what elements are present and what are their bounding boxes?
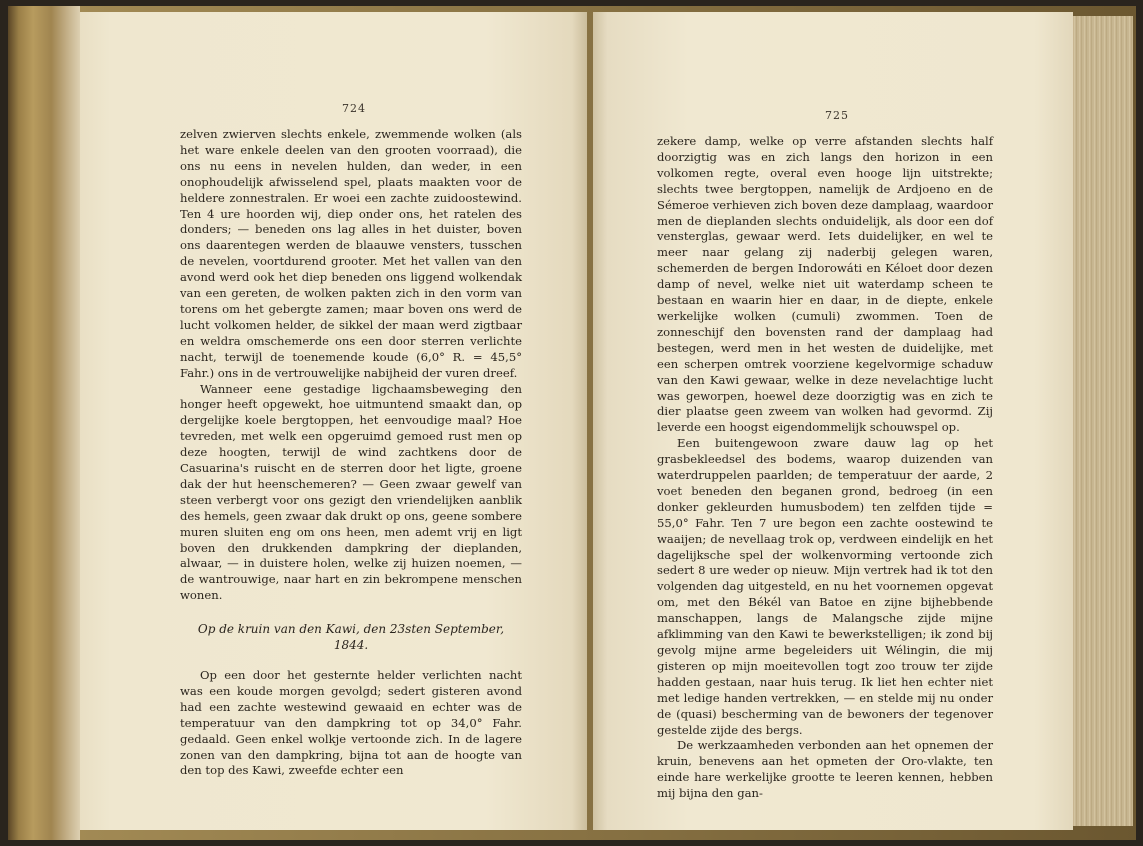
book: [8, 6, 1136, 840]
right-page-text: [657, 134, 993, 802]
paragraph: zelven zwierven slechts enkele, zwemmende wolken (als het ware enkele deelen van den grooten voorraad), die ons nu eens in nevelen hulden, dan weder, in een onophoudelijk afwisselend spel, plaats maakten voor de heldere zonnestralen. Er woei een zachte zuidoostewind. Ten 4 ure hoorden wij, diep onder ons, het ratelen des donders; — beneden ons lag alles in het duister, boven ons daarentegen werden de blaauwe vensters, tusschen de nevelen, voortdurend grooter. Met het vallen van den avond werd ook het diep beneden ons liggend wolkendak van een gereten, de wolken pakten zich in den vorm van torens om het gebergte zamen; maar boven ons werd de lucht volkomen helder, de sikkel der maan werd zigtbaar en weldra omschemerde ons een door sterren verlichte nacht, terwijl de toenemende koude (6,0° R. = 45,5° Fahr.) ons in de vertrouwelijke nabijheid der vuren dreef.: [180, 127, 522, 380]
page-number-right: 725: [825, 109, 849, 122]
left-page: [80, 12, 587, 830]
paragraph: Een buitengewoon zware dauw lag op het grasbekleedsel des bodems, waarop duizenden van waterdruppelen paarlden; de temperatuur der aarde, 2 voet beneden den beganen grond, bedroeg (in een donker gekleurden humusbodem) ten zelfden tijde = 55,0° Fahr. Ten 7 ure begon een zachte oostewind te waaijen; de nevellaag trok op, verdween eindelijk en het dagelijksche spel der wolkenvorming vertoonde zich sedert 8 ure weder op nieuw. Mijn vertrek had ik tot den volgenden dag uitgesteld, en nu het voornemen opgevat om, met den Békél van Batoe en zijne bijhebbende manschappen, langs de Malangsche zijde mijne afklimming van den Kawi te bewerkstelligen; ik zond bij gevolg mijne arme begeleiders uit Wélingin, die mij gisteren op mijn moeitevollen togt zoo trouw ter zijde hadden gestaan, naar huis terug. Ik liet hen echter niet met ledige handen vertrekken, — en stelde mij nu onder de (quasi) bescherming van de bewoners der tegenover gestelde zijde des bergs.: [657, 436, 993, 737]
paragraph: Wanneer eene gestadige ligchaamsbeweging den honger heeft opgewekt, hoe uitmuntend smaakt dan, op dergelijke koele bergtoppen, het eenvoudige maal? Hoe tevreden, met welk een opgeruimd gemoed rust men op deze hoogten, terwijl de wind zachtkens door de Casuarina's ruischt en de sterren door het ligte, groene dak der hut heenschemeren? — Geen zwaar gewelf van steen verbergt voor ons gezigt den vriendelijken aanblik des hemels, geen zwaar dak drukt op ons, geene sombere muren sluiten eng om ons heen, men ademt vrij en ligt boven den drukkenden dampkring der dieplanden, alwaar, — in duistere holen, welke zij huizen noemen, — de wantrouwige, naar hart en zin bekrompene menschen wonen.: [180, 381, 522, 603]
paragraph: De werkzaamheden verbonden aan het opnemen der kruin, benevens aan het opmeten der Oro-vlakte, ten einde hare werkelijke grootte te leeren kennen, hebben mij bijna den gan-: [657, 738, 993, 801]
section-heading: Op de kruin van den Kawi, den 23sten September, 1844.: [197, 622, 505, 653]
left-page-text: [180, 127, 522, 779]
book-spine-edge: [8, 6, 80, 840]
page-stack-edge: [1073, 16, 1133, 826]
page-number-left: 724: [342, 102, 366, 115]
paragraph: zekere damp, welke op verre afstanden slechts half doorzigtig was en zich langs den horizon in een volkomen regte, overal even hooge lijn uitstrekte; slechts twee bergtoppen, namelijk de Ardjoeno en de Sémeroe verhieven zich boven deze damplaag, waardoor men de dieplanden slechts onduidelijk, als door een dof vensterglas, gewaar werd. Iets duidelijker, en wel te meer naar gelang zij naderbij gelegen waren, schemerden de bergen Indorowáti en Kéloet door dezen damp of nevel, welke niet uit waterdamp scheen te bestaan en waarin hier en daar, in de diepte, enkele werkelijke wolken (cumuli) zwommen. Toen de zonneschijf den bovensten rand der damplaag had bestegen, werd men in het westen de duidelijke, met een scherpen omtrek voorziene kegelvormige schaduw van den Kawi gewaar, welke in deze nevelachtige lucht was geworpen, hoewel deze doorzigtig was en zich te dier plaatse geen zweem van wolken had gevormd. Zij leverde een hoogst eigendommelijk schouwspel op.: [657, 134, 993, 435]
right-page: [593, 12, 1073, 830]
paragraph: Op een door het gesternte helder verlichten nacht was een koude morgen gevolgd; sedert gisteren avond had een zachte westewind gewaaid en echter was de temperatuur van den dampkring tot op 34,0° Fahr. gedaald. Geen enkel wolkje vertoonde zich. In de lagere zonen van den dampkring, bijna tot aan de hoogte van den top des Kawi, zweefde echter een: [180, 668, 522, 778]
